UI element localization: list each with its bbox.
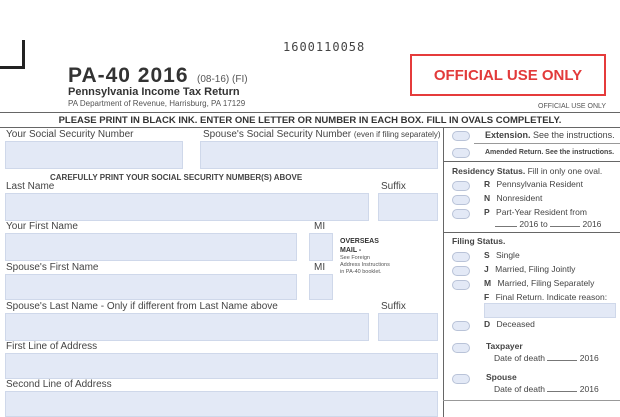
separate-text: Married, Filing Separately — [497, 278, 595, 288]
taxpayer-label: Taxpayer — [486, 341, 523, 351]
overseas-title-2: MAIL - — [340, 247, 362, 254]
right-panel-divider — [443, 127, 444, 417]
spouse-dod-blank[interactable] — [547, 391, 577, 392]
part-year-year2: 2016 — [582, 219, 602, 229]
instruction-text: PLEASE PRINT IN BLACK INK. ENTER ONE LETTER OR NUMBER IN EACH BOX. FILL IN OVALS COMPLETELY. — [58, 114, 562, 126]
spouse-last-name-field[interactable] — [5, 313, 369, 341]
single-text: Single — [496, 250, 520, 260]
deceased-option — [484, 319, 535, 329]
final-return-code: F — [484, 292, 490, 302]
instruction-banner — [0, 112, 620, 128]
separate-option — [484, 278, 594, 288]
taxpayer-dod-text: Date of death — [494, 353, 546, 363]
resident-oval[interactable] — [452, 181, 470, 191]
taxpayer-oval[interactable] — [452, 343, 470, 353]
single-code: S — [484, 250, 490, 260]
separate-oval[interactable] — [452, 280, 470, 290]
form-code: (08-16) (FI) — [196, 74, 248, 85]
deceased-oval[interactable] — [452, 321, 470, 331]
single-option — [484, 250, 520, 260]
taxpayer-dod-year: 2016 — [579, 353, 599, 363]
overseas-note-3: in PA-40 booklet. — [340, 269, 382, 275]
department-address: PA Department of Revenue, Harrisburg, PA 17129 — [68, 99, 246, 108]
spouse-deceased-oval[interactable] — [452, 374, 470, 384]
separate-code: M — [484, 278, 492, 288]
nonresident-text: Nonresident — [496, 193, 543, 203]
first-name-label: Your First Name — [6, 221, 78, 232]
part-year-year1: 2016 to — [519, 219, 548, 229]
your-ssn-label: Your Social Security Number — [6, 129, 134, 140]
joint-oval[interactable] — [452, 266, 470, 276]
spouse-deceased-label: Spouse — [486, 372, 517, 382]
nonresident-code: N — [484, 193, 491, 203]
filing-status-heading: Filing Status. — [452, 236, 506, 246]
spouse-dod-year: 2016 — [579, 384, 599, 394]
taxpayer-date-of-death — [494, 353, 599, 363]
careful-print-note: CAREFULLY PRINT YOUR SOCIAL SECURITY NUMBER(S) ABOVE — [50, 173, 303, 182]
final-return-text: Final Return. Indicate reason: — [495, 292, 608, 302]
part-year-code: P — [484, 207, 490, 217]
residency-bold: Residency Status. — [452, 166, 526, 176]
address-line1-label: First Line of Address — [6, 341, 98, 352]
first-name-field[interactable] — [5, 233, 297, 261]
extension-label — [485, 130, 615, 140]
spouse-ssn-note: (even if filing separately) — [353, 130, 441, 139]
form-subtitle: Pennsylvania Income Tax Return — [68, 86, 240, 98]
spouse-ssn-label — [203, 129, 441, 140]
address-line1-field[interactable] — [5, 353, 438, 379]
final-return-reason-field[interactable] — [484, 303, 616, 318]
residency-text: Fill in only one oval. — [527, 166, 603, 176]
nonresident-option — [484, 193, 542, 203]
overseas-mail-note — [340, 237, 390, 276]
part-year-from-blank[interactable] — [495, 226, 517, 227]
spouse-last-name-label: Spouse's Last Name - Only if different from Last Name above — [6, 301, 278, 312]
official-use-box — [410, 54, 606, 96]
deceased-text: Deceased — [496, 319, 535, 329]
joint-code: J — [484, 264, 489, 274]
barcode-number: 1600110058 — [283, 40, 366, 54]
suffix-label: Suffix — [381, 181, 406, 192]
extension-text: See the instructions. — [533, 130, 615, 140]
part-year-to-blank[interactable] — [550, 226, 580, 227]
amended-oval[interactable] — [452, 148, 470, 158]
mi-label: MI — [314, 221, 326, 232]
official-use-label: OFFICIAL USE ONLY — [433, 66, 583, 84]
joint-text: Married, Filing Jointly — [495, 264, 576, 274]
spouse-ssn-field[interactable] — [200, 141, 438, 169]
suffix-field[interactable] — [378, 193, 438, 221]
spouse-ssn-text: Spouse's Social Security Number — [203, 129, 352, 140]
joint-option — [484, 264, 575, 274]
taxpayer-dod-blank[interactable] — [547, 360, 577, 361]
amended-label: Amended Return. See the instructions. — [485, 149, 615, 156]
overseas-note-2: Address Instructions — [340, 262, 390, 268]
residency-divider — [443, 232, 620, 233]
residency-heading — [452, 166, 602, 176]
spouse-first-name-field[interactable] — [5, 274, 297, 300]
address-line2-label: Second Line of Address — [6, 379, 112, 390]
part-year-oval[interactable] — [452, 209, 470, 219]
resident-text: Pennsylvania Resident — [496, 179, 583, 189]
spouse-date-of-death — [494, 384, 599, 394]
spouse-mi-label: MI — [314, 262, 326, 273]
part-year-dates — [495, 219, 601, 229]
single-oval[interactable] — [452, 252, 470, 262]
part-year-text: Part-Year Resident from — [496, 207, 587, 217]
nonresident-oval[interactable] — [452, 195, 470, 205]
spouse-first-name-label: Spouse's First Name — [6, 262, 99, 273]
overseas-note-1: See Foreign — [340, 255, 370, 261]
your-ssn-field[interactable] — [5, 141, 183, 169]
spouse-suffix-field[interactable] — [378, 313, 438, 341]
crop-mark — [0, 40, 25, 69]
official-use-small: OFFICIAL USE ONLY — [538, 103, 607, 110]
spouse-dod-text: Date of death — [494, 384, 546, 394]
mi-field[interactable] — [309, 233, 333, 261]
bottom-divider — [443, 400, 620, 401]
extension-oval[interactable] — [452, 131, 470, 141]
resident-code: R — [484, 179, 491, 189]
amended-divider — [443, 161, 620, 162]
part-year-option — [484, 207, 587, 217]
spouse-suffix-label: Suffix — [381, 301, 406, 312]
overseas-title-1: OVERSEAS — [340, 238, 379, 245]
last-name-label: Last Name — [6, 181, 55, 192]
deceased-code: D — [484, 319, 491, 329]
last-name-field[interactable] — [5, 193, 369, 221]
spouse-mi-field[interactable] — [309, 274, 333, 300]
form-title-text: PA-40 2016 — [68, 64, 189, 87]
extension-divider — [474, 143, 620, 144]
resident-option — [484, 179, 583, 189]
form-title — [68, 64, 248, 88]
extension-bold: Extension. — [485, 130, 531, 140]
final-return-option — [484, 292, 607, 302]
address-line2-field[interactable] — [5, 391, 438, 417]
